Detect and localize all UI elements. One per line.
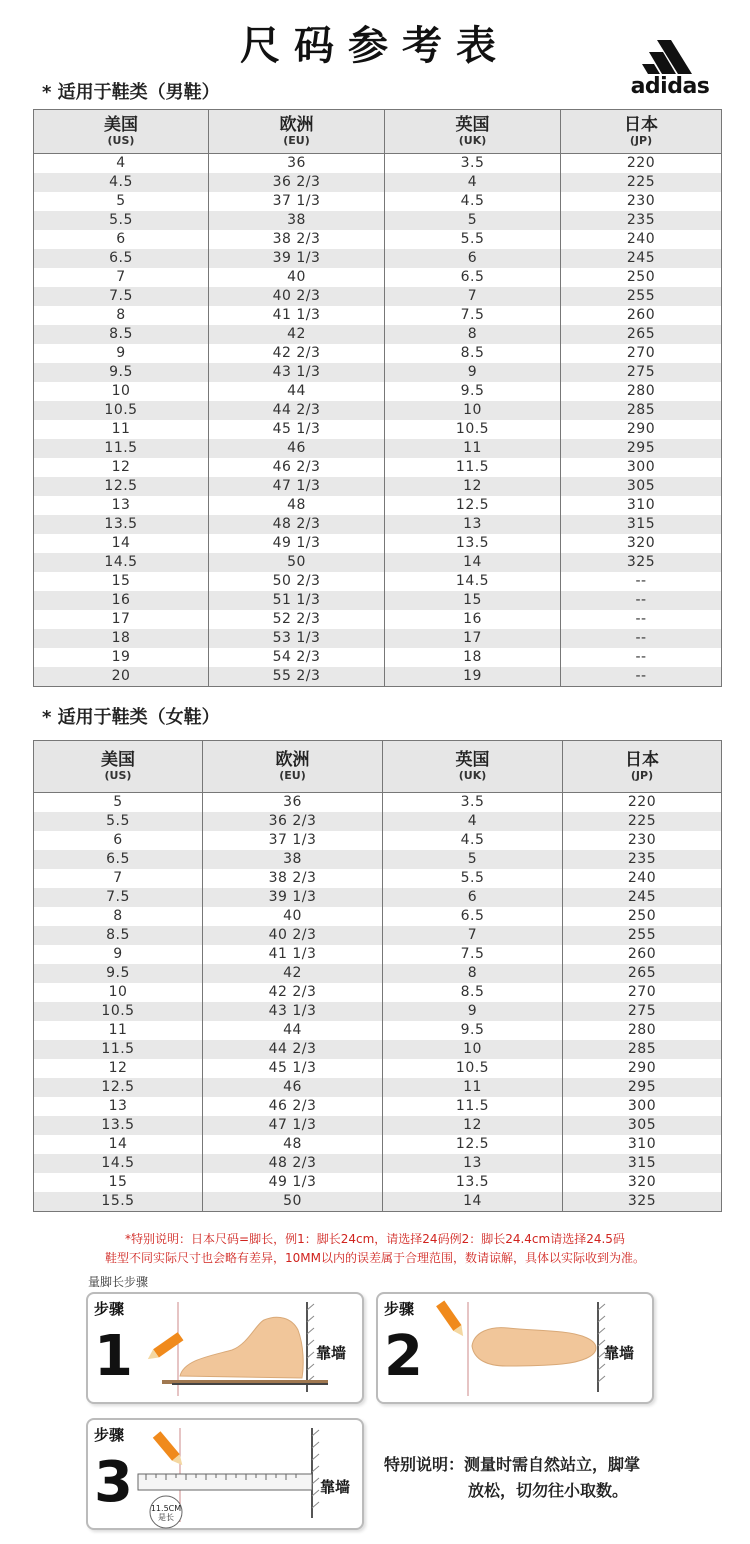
header-uk: 英国 (UK) bbox=[385, 110, 561, 154]
eu-cell: 39 1/3 bbox=[209, 249, 385, 268]
table-row bbox=[34, 401, 722, 420]
eu-cell: 37 1/3 bbox=[203, 831, 383, 850]
table-row bbox=[34, 926, 722, 945]
eu-cell: 44 2/3 bbox=[203, 1040, 383, 1059]
eu-cell: 36 bbox=[203, 793, 383, 813]
jp-cell: 245 bbox=[561, 249, 722, 268]
uk-cell: 12 bbox=[385, 477, 561, 496]
uk-cell: 9 bbox=[385, 363, 561, 382]
header-jp: 日本 (JP) bbox=[561, 110, 722, 154]
us-cell: 5.5 bbox=[34, 812, 203, 831]
table-row bbox=[34, 1097, 722, 1116]
jp-cell: 245 bbox=[563, 888, 722, 907]
us-cell: 19 bbox=[34, 648, 209, 667]
uk-cell: 10 bbox=[385, 401, 561, 420]
jp-cell: 315 bbox=[563, 1154, 722, 1173]
table-row bbox=[34, 496, 722, 515]
eu-cell: 46 bbox=[203, 1078, 383, 1097]
eu-cell: 48 2/3 bbox=[209, 515, 385, 534]
table-row bbox=[34, 477, 722, 496]
us-cell: 11 bbox=[34, 420, 209, 439]
eu-cell: 50 bbox=[209, 553, 385, 572]
us-cell: 6 bbox=[34, 831, 203, 850]
us-cell: 13.5 bbox=[34, 515, 209, 534]
jp-cell: 310 bbox=[561, 496, 722, 515]
jp-cell: 225 bbox=[561, 173, 722, 192]
eu-cell: 55 2/3 bbox=[209, 667, 385, 687]
eu-cell: 46 bbox=[209, 439, 385, 458]
eu-cell: 51 1/3 bbox=[209, 591, 385, 610]
table-row bbox=[34, 610, 722, 629]
header-us: 美国 (US) bbox=[34, 741, 203, 793]
note-line-1: *特别说明：日本尺码=脚长，例1：脚长24cm，请选择24码例2：脚长24.4cm请选择24.5码 bbox=[125, 1232, 625, 1246]
jp-cell: 225 bbox=[563, 812, 722, 831]
eu-cell: 53 1/3 bbox=[209, 629, 385, 648]
us-cell: 14 bbox=[34, 534, 209, 553]
eu-cell: 38 bbox=[209, 211, 385, 230]
jp-cell: 280 bbox=[561, 382, 722, 401]
eu-cell: 44 bbox=[203, 1021, 383, 1040]
uk-cell: 13.5 bbox=[383, 1173, 563, 1192]
us-cell: 5 bbox=[34, 793, 203, 813]
table-row bbox=[34, 648, 722, 667]
uk-cell: 5 bbox=[383, 850, 563, 869]
us-cell: 13.5 bbox=[34, 1116, 203, 1135]
us-cell: 6.5 bbox=[34, 249, 209, 268]
table-row bbox=[34, 964, 722, 983]
table-row bbox=[34, 629, 722, 648]
eu-cell: 42 2/3 bbox=[203, 983, 383, 1002]
uk-cell: 12.5 bbox=[385, 496, 561, 515]
uk-cell: 5.5 bbox=[385, 230, 561, 249]
jp-cell: 295 bbox=[561, 439, 722, 458]
eu-cell: 47 1/3 bbox=[209, 477, 385, 496]
eu-cell: 50 bbox=[203, 1192, 383, 1212]
us-cell: 11.5 bbox=[34, 1040, 203, 1059]
women-section-title: * 适用于鞋类（女鞋） bbox=[42, 707, 220, 728]
jp-cell: 260 bbox=[563, 945, 722, 964]
us-cell: 9 bbox=[34, 344, 209, 363]
table-row bbox=[34, 553, 722, 572]
uk-cell: 4 bbox=[383, 812, 563, 831]
step-word: 步骤 bbox=[94, 1426, 125, 1444]
us-cell: 12.5 bbox=[34, 477, 209, 496]
uk-cell: 10.5 bbox=[383, 1059, 563, 1078]
step-word: 步骤 bbox=[384, 1300, 415, 1318]
eu-cell: 38 bbox=[203, 850, 383, 869]
header-us: 美国 (US) bbox=[34, 110, 209, 154]
ruler-callout-text: 是长 bbox=[158, 1513, 174, 1522]
eu-cell: 43 1/3 bbox=[203, 1002, 383, 1021]
us-cell: 7.5 bbox=[34, 888, 203, 907]
uk-cell: 6.5 bbox=[385, 268, 561, 287]
eu-cell: 41 1/3 bbox=[209, 306, 385, 325]
eu-cell: 36 2/3 bbox=[203, 812, 383, 831]
eu-cell: 45 1/3 bbox=[203, 1059, 383, 1078]
jp-cell: 295 bbox=[563, 1078, 722, 1097]
jp-cell: 240 bbox=[561, 230, 722, 249]
uk-cell: 19 bbox=[385, 667, 561, 687]
jp-cell: 260 bbox=[561, 306, 722, 325]
eu-cell: 39 1/3 bbox=[203, 888, 383, 907]
uk-cell: 12 bbox=[383, 1116, 563, 1135]
us-cell: 12 bbox=[34, 1059, 203, 1078]
table-row bbox=[34, 325, 722, 344]
us-cell: 14.5 bbox=[34, 1154, 203, 1173]
us-cell: 14.5 bbox=[34, 553, 209, 572]
jp-cell: 265 bbox=[561, 325, 722, 344]
us-cell: 7 bbox=[34, 869, 203, 888]
uk-cell: 5.5 bbox=[383, 869, 563, 888]
table-row bbox=[34, 907, 722, 926]
ruler-callout-value: 11.5CM bbox=[150, 1504, 182, 1513]
jp-cell: 235 bbox=[561, 211, 722, 230]
uk-cell: 4.5 bbox=[385, 192, 561, 211]
table-row bbox=[34, 850, 722, 869]
jp-cell: 240 bbox=[563, 869, 722, 888]
jp-cell: 290 bbox=[561, 420, 722, 439]
us-cell: 11 bbox=[34, 1021, 203, 1040]
eu-cell: 44 bbox=[209, 382, 385, 401]
table-row bbox=[34, 192, 722, 211]
table-row bbox=[34, 344, 722, 363]
women-size-table bbox=[33, 740, 722, 1212]
table-row bbox=[34, 869, 722, 888]
us-cell: 15 bbox=[34, 1173, 203, 1192]
jp-cell: 250 bbox=[561, 268, 722, 287]
eu-cell: 38 2/3 bbox=[209, 230, 385, 249]
table-row bbox=[34, 287, 722, 306]
jp-cell: -- bbox=[561, 629, 722, 648]
uk-cell: 4 bbox=[385, 173, 561, 192]
eu-cell: 49 1/3 bbox=[203, 1173, 383, 1192]
eu-cell: 40 bbox=[203, 907, 383, 926]
uk-cell: 13 bbox=[383, 1154, 563, 1173]
us-cell: 5.5 bbox=[34, 211, 209, 230]
step-3-card bbox=[86, 1418, 364, 1530]
eu-cell: 37 1/3 bbox=[209, 192, 385, 211]
table-row bbox=[34, 591, 722, 610]
jp-cell: 230 bbox=[561, 192, 722, 211]
uk-cell: 6.5 bbox=[383, 907, 563, 926]
us-cell: 10.5 bbox=[34, 401, 209, 420]
jp-cell: -- bbox=[561, 572, 722, 591]
uk-cell: 13 bbox=[385, 515, 561, 534]
eu-cell: 44 2/3 bbox=[209, 401, 385, 420]
table-row bbox=[34, 1002, 722, 1021]
uk-cell: 7.5 bbox=[385, 306, 561, 325]
jp-cell: 285 bbox=[561, 401, 722, 420]
us-cell: 15 bbox=[34, 572, 209, 591]
us-cell: 8.5 bbox=[34, 926, 203, 945]
jp-cell: 280 bbox=[563, 1021, 722, 1040]
men-section-title: * 适用于鞋类（男鞋） bbox=[42, 82, 220, 103]
jp-cell: 325 bbox=[561, 553, 722, 572]
men-size-table bbox=[33, 109, 722, 687]
step-1-card bbox=[86, 1292, 364, 1404]
table-row bbox=[34, 983, 722, 1002]
jp-cell: -- bbox=[561, 610, 722, 629]
uk-cell: 10.5 bbox=[385, 420, 561, 439]
wall-label: 靠墙 bbox=[316, 1344, 347, 1362]
step-word: 步骤 bbox=[94, 1300, 125, 1318]
jp-cell: 275 bbox=[563, 1002, 722, 1021]
jp-cell: 235 bbox=[563, 850, 722, 869]
eu-cell: 36 bbox=[209, 154, 385, 174]
table-row bbox=[34, 306, 722, 325]
wall-label: 靠墙 bbox=[320, 1478, 351, 1496]
eu-cell: 47 1/3 bbox=[203, 1116, 383, 1135]
eu-cell: 41 1/3 bbox=[203, 945, 383, 964]
adidas-stripes-icon bbox=[620, 38, 720, 78]
table-row bbox=[34, 1021, 722, 1040]
special-note bbox=[384, 1452, 640, 1504]
us-cell: 14 bbox=[34, 1135, 203, 1154]
uk-cell: 11 bbox=[385, 439, 561, 458]
special-note-line-1: 测量时需自然站立，脚掌 bbox=[464, 1455, 641, 1474]
eu-cell: 50 2/3 bbox=[209, 572, 385, 591]
table-row bbox=[34, 534, 722, 553]
jp-cell: 285 bbox=[563, 1040, 722, 1059]
uk-cell: 8 bbox=[383, 964, 563, 983]
uk-cell: 3.5 bbox=[383, 793, 563, 813]
uk-cell: 9 bbox=[383, 1002, 563, 1021]
jp-cell: -- bbox=[561, 591, 722, 610]
us-cell: 20 bbox=[34, 667, 209, 687]
uk-cell: 12.5 bbox=[383, 1135, 563, 1154]
us-cell: 6.5 bbox=[34, 850, 203, 869]
eu-cell: 40 bbox=[209, 268, 385, 287]
uk-cell: 15 bbox=[385, 591, 561, 610]
header-eu: 欧洲 (EU) bbox=[209, 110, 385, 154]
us-cell: 4.5 bbox=[34, 173, 209, 192]
jp-cell: -- bbox=[561, 648, 722, 667]
us-cell: 15.5 bbox=[34, 1192, 203, 1212]
uk-cell: 18 bbox=[385, 648, 561, 667]
table-row bbox=[34, 1078, 722, 1097]
table-row bbox=[34, 1173, 722, 1192]
us-cell: 5 bbox=[34, 192, 209, 211]
jp-cell: 270 bbox=[563, 983, 722, 1002]
header-jp: 日本 (JP) bbox=[563, 741, 722, 793]
uk-cell: 9.5 bbox=[383, 1021, 563, 1040]
table-row bbox=[34, 420, 722, 439]
us-cell: 16 bbox=[34, 591, 209, 610]
eu-cell: 46 2/3 bbox=[203, 1097, 383, 1116]
table-row bbox=[34, 888, 722, 907]
table-row bbox=[34, 812, 722, 831]
eu-cell: 42 bbox=[209, 325, 385, 344]
uk-cell: 11 bbox=[383, 1078, 563, 1097]
header-uk: 英国 (UK) bbox=[383, 741, 563, 793]
jp-cell: 220 bbox=[561, 154, 722, 174]
eu-cell: 38 2/3 bbox=[203, 869, 383, 888]
uk-cell: 8.5 bbox=[383, 983, 563, 1002]
uk-cell: 4.5 bbox=[383, 831, 563, 850]
table-row bbox=[34, 572, 722, 591]
jp-cell: -- bbox=[561, 667, 722, 687]
uk-cell: 5 bbox=[385, 211, 561, 230]
uk-cell: 9.5 bbox=[385, 382, 561, 401]
step-number: 3 bbox=[94, 1450, 133, 1515]
table-row bbox=[34, 667, 722, 687]
us-cell: 9.5 bbox=[34, 363, 209, 382]
uk-cell: 10 bbox=[383, 1040, 563, 1059]
table-row bbox=[34, 249, 722, 268]
step-number: 1 bbox=[94, 1324, 133, 1389]
table-row bbox=[34, 1192, 722, 1212]
eu-cell: 36 2/3 bbox=[209, 173, 385, 192]
table-row bbox=[34, 1154, 722, 1173]
eu-cell: 40 2/3 bbox=[203, 926, 383, 945]
uk-cell: 17 bbox=[385, 629, 561, 648]
table-row bbox=[34, 793, 722, 813]
us-cell: 9 bbox=[34, 945, 203, 964]
table-row bbox=[34, 515, 722, 534]
eu-cell: 40 2/3 bbox=[209, 287, 385, 306]
uk-cell: 14 bbox=[385, 553, 561, 572]
us-cell: 18 bbox=[34, 629, 209, 648]
uk-cell: 16 bbox=[385, 610, 561, 629]
us-cell: 8 bbox=[34, 306, 209, 325]
us-cell: 8.5 bbox=[34, 325, 209, 344]
uk-cell: 13.5 bbox=[385, 534, 561, 553]
us-cell: 11.5 bbox=[34, 439, 209, 458]
jp-cell: 305 bbox=[561, 477, 722, 496]
step-number: 2 bbox=[384, 1324, 423, 1389]
step-2-card bbox=[376, 1292, 654, 1404]
jp-cell: 270 bbox=[561, 344, 722, 363]
table-row bbox=[34, 1059, 722, 1078]
uk-cell: 7.5 bbox=[383, 945, 563, 964]
jp-cell: 305 bbox=[563, 1116, 722, 1135]
us-cell: 17 bbox=[34, 610, 209, 629]
adidas-logo bbox=[620, 38, 720, 102]
eu-cell: 48 bbox=[209, 496, 385, 515]
us-cell: 13 bbox=[34, 496, 209, 515]
eu-cell: 52 2/3 bbox=[209, 610, 385, 629]
page-title: 尺码参考表 bbox=[240, 23, 510, 69]
eu-cell: 42 2/3 bbox=[209, 344, 385, 363]
jp-cell: 265 bbox=[563, 964, 722, 983]
jp-cell: 325 bbox=[563, 1192, 722, 1212]
uk-cell: 6 bbox=[385, 249, 561, 268]
jp-cell: 275 bbox=[561, 363, 722, 382]
table-row bbox=[34, 173, 722, 192]
uk-cell: 3.5 bbox=[385, 154, 561, 174]
us-cell: 7.5 bbox=[34, 287, 209, 306]
us-cell: 12.5 bbox=[34, 1078, 203, 1097]
wall-label: 靠墙 bbox=[604, 1344, 635, 1362]
adidas-wordmark: adidas bbox=[630, 74, 710, 99]
eu-cell: 48 bbox=[203, 1135, 383, 1154]
uk-cell: 8.5 bbox=[385, 344, 561, 363]
jp-cell: 300 bbox=[563, 1097, 722, 1116]
uk-cell: 14.5 bbox=[385, 572, 561, 591]
special-note-label: 特别说明： bbox=[384, 1455, 465, 1474]
jp-cell: 255 bbox=[563, 926, 722, 945]
table-row bbox=[34, 230, 722, 249]
jp-cell: 220 bbox=[563, 793, 722, 813]
jp-cell: 290 bbox=[563, 1059, 722, 1078]
eu-cell: 46 2/3 bbox=[209, 458, 385, 477]
uk-cell: 6 bbox=[383, 888, 563, 907]
table-row bbox=[34, 154, 722, 174]
jp-cell: 230 bbox=[563, 831, 722, 850]
table-row bbox=[34, 945, 722, 964]
jp-cell: 320 bbox=[563, 1173, 722, 1192]
jp-cell: 300 bbox=[561, 458, 722, 477]
eu-cell: 49 1/3 bbox=[209, 534, 385, 553]
table-row bbox=[34, 1040, 722, 1059]
table-row bbox=[34, 1116, 722, 1135]
uk-cell: 8 bbox=[385, 325, 561, 344]
eu-cell: 42 bbox=[203, 964, 383, 983]
jp-cell: 255 bbox=[561, 287, 722, 306]
eu-cell: 43 1/3 bbox=[209, 363, 385, 382]
note-line-2: 鞋型不同实际尺寸也会略有差异，10MM以内的误差属于合理范围，数请谅解，具体以实际收到为准。 bbox=[105, 1251, 645, 1265]
jp-cell: 310 bbox=[563, 1135, 722, 1154]
uk-cell: 14 bbox=[383, 1192, 563, 1212]
table-row bbox=[34, 1135, 722, 1154]
uk-cell: 11.5 bbox=[383, 1097, 563, 1116]
eu-cell: 54 2/3 bbox=[209, 648, 385, 667]
us-cell: 13 bbox=[34, 1097, 203, 1116]
table-row bbox=[34, 363, 722, 382]
table-row bbox=[34, 211, 722, 230]
special-note-line-2: 放松，切勿往小取数。 bbox=[468, 1481, 629, 1500]
jp-cell: 250 bbox=[563, 907, 722, 926]
eu-cell: 45 1/3 bbox=[209, 420, 385, 439]
us-cell: 9.5 bbox=[34, 964, 203, 983]
us-cell: 8 bbox=[34, 907, 203, 926]
uk-cell: 7 bbox=[385, 287, 561, 306]
header-eu: 欧洲 (EU) bbox=[203, 741, 383, 793]
us-cell: 10 bbox=[34, 983, 203, 1002]
us-cell: 10 bbox=[34, 382, 209, 401]
us-cell: 6 bbox=[34, 230, 209, 249]
eu-cell: 48 2/3 bbox=[203, 1154, 383, 1173]
table-row bbox=[34, 382, 722, 401]
ruler-callout bbox=[148, 1504, 184, 1522]
uk-cell: 7 bbox=[383, 926, 563, 945]
table-row bbox=[34, 439, 722, 458]
jp-cell: 315 bbox=[561, 515, 722, 534]
table-row bbox=[34, 268, 722, 287]
jp-cell: 320 bbox=[561, 534, 722, 553]
table-row bbox=[34, 458, 722, 477]
us-cell: 12 bbox=[34, 458, 209, 477]
table-row bbox=[34, 831, 722, 850]
steps-label: 量脚长步骤 bbox=[88, 1275, 149, 1289]
uk-cell: 11.5 bbox=[385, 458, 561, 477]
us-cell: 7 bbox=[34, 268, 209, 287]
us-cell: 4 bbox=[34, 154, 209, 174]
us-cell: 10.5 bbox=[34, 1002, 203, 1021]
